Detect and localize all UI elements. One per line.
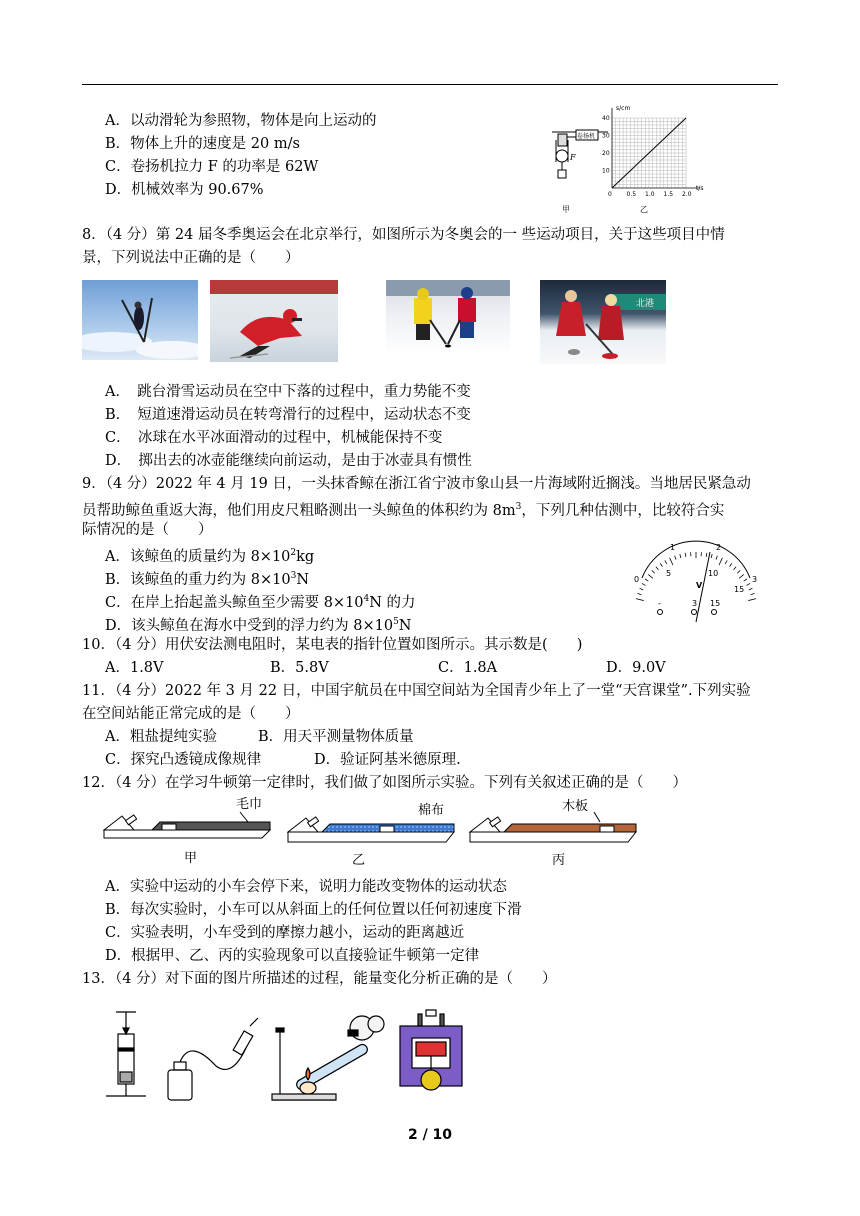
meter-tick [642,583,645,585]
meter-tick [638,593,642,594]
meter-tick [729,563,731,566]
meter-outer-10: 10 [708,569,719,578]
surface-cotton: 棉布 [418,803,445,818]
q9-option-b: B．该鲸鱼的重力约为 $8\times 10^3N$ [105,571,310,588]
chart-x-tick-label: 2.0 [682,191,692,198]
ramp-towel [104,812,270,838]
meter-unit: V [696,581,703,590]
q8-option-d: D． 掷出去的冰壶能继续向前运动，是由于冰壶具有惯性 [105,453,472,469]
meter-tick [746,583,749,585]
ramp-cotton [288,817,454,842]
meter-tick [749,588,753,590]
q12-option-a: A．实验中运动的小车会停下来，说明力能改变物体的运动状态 [105,879,507,895]
meter-tick [645,579,648,581]
engine-cylinder-icon [400,1010,462,1090]
q11-option-a: A．粗盐提纯实验 [105,729,217,745]
meter-inner-1: 1 [670,543,676,552]
curling-photo [540,280,666,364]
meter-inner-0: 0 [634,575,640,584]
q7-option-c: C．卷扬机拉力 F 的功率是 62W [105,159,319,175]
q7-option-d: D．机械效率为 90.67% [105,182,264,198]
q9-stem-line3: 际情况的是（ ） [82,522,213,538]
meter-tick [648,574,653,578]
chart-y-tick-label: 40 [602,115,610,122]
surface-towel: 毛巾 [236,797,263,812]
q9-option-d: D．该头鲸鱼在海水中受到的浮力约为 $8\times 10^5N$ [105,617,412,634]
voltmeter-dial [632,536,762,626]
meter-tick [711,554,712,558]
meter-tick [739,574,744,578]
left-caption: 甲 [562,205,570,214]
q9-option-c: C．在岸上抬起盖头鲸鱼至少需要 $8\times 10^4N$ 的力 [105,594,416,611]
ski-jump-photo [82,280,198,360]
meter-tick [719,558,722,565]
meter-inner-2: 2 [716,543,722,552]
q12-option-d: D．根据甲、乙、丙的实验现象可以直接验证牛顿第一定律 [105,948,480,964]
meter-outer-15: 15 [734,585,745,594]
meter-tick [725,560,727,563]
meter-tick [706,553,707,557]
q12-option-b: B．每次实验时，小车可以从斜面上的任何位置以任何初速度下滑 [105,902,522,918]
q7-option-b: B．物体上升的速度是 20 m/s [105,136,300,152]
q11-option-c: C．探究凸透镜成像规律 [105,752,262,768]
q10-option-b: B．5.8V [270,660,329,676]
q10-stem: 10．（4 分）用伏安法测电阻时，某电表的指针位置如图所示。其示数是( ) [82,637,583,653]
winch-label: 卷扬机 [577,133,596,140]
test-tube-heating-icon [272,1016,384,1100]
chart-xlabel: t/s [696,185,704,192]
q8-stem-line1: 8．（4 分）第 24 届冬季奥运会在北京举行，如图所示为冬奥会的一 些运动项目，关于这些项目中情 [82,227,725,243]
meter-tick [680,554,681,558]
chart-y-tick-label: 10 [602,167,610,175]
q12-ramp-figure [100,790,640,870]
q8-option-b: B． 短道速滑运动员在转弯滑行的过程中，运动状态不变 [105,407,471,423]
q8-option-a: A． 跳台滑雪运动员在空中下落的过程中，重力势能不变 [105,384,471,400]
q9-option-a: A．该鲸鱼的质量约为 $8\times 10^2kg$ [105,548,315,565]
ice-hockey-photo [386,280,510,354]
q11-stem-line1: 11．（4 分）2022 年 3 月 22 日，中国宇航员在中国空间站为全国青少年上了一堂“天宫课堂”.下列实验 [82,683,751,699]
svg-text:3: 3 [692,599,698,608]
meter-tick [748,599,756,601]
chart-ylabel: s/cm [616,105,631,112]
meter-tick [665,560,667,563]
ramp-board [470,812,636,842]
chart-x-tick-label: 0 [608,191,612,198]
q12-stem: 12．（4 分）在学习牛顿第一定律时，我们做了如图所示实验。下列有关叙述正确的是（ ） [82,775,688,791]
force-label: F [570,153,576,162]
q10-option-d: D．9.0V [606,660,666,676]
meter-tick [737,570,740,573]
caption-bing: 丙 [552,853,566,868]
meter-tick [744,579,747,581]
caption-jia: 甲 [184,851,198,866]
chart-x-tick-label: 1.0 [645,191,655,198]
chart-y-tick-label: 20 [602,150,610,157]
q10-option-a: A．1.8V [105,660,164,676]
header-rule [82,84,778,85]
meter-tick [640,588,644,590]
chart-x-tick-label: 0.5 [626,191,637,198]
q9-stem-line2: 员帮助鲸鱼重返大海，他们用皮尺粗略测出一头鲸鱼的体积约为 $8m^3$，下列几种估测中，比较符合实 [82,502,725,519]
meter-outer-5: 5 [666,569,672,578]
q13-stem: 13．（4 分）对下面的图片所描述的过程，能量变化分析正确的是（ ） [82,971,557,987]
piston-cylinder-icon [106,1012,146,1096]
meter-tick [636,599,644,601]
q13-energy-figure [100,1008,480,1108]
q12-option-c: C．实验表明，小车受到的摩擦力越小，运动的距离越近 [105,925,465,941]
meter-tick [734,567,737,570]
page-number: 2 / 10 [407,1127,453,1143]
q11-option-d: D．验证阿基米德原理. [314,752,461,768]
q11-stem-line2: 在空间站能正常完成的是（ ） [82,706,300,722]
right-caption: 乙 [640,205,648,214]
meter-tick [675,556,676,560]
q8-option-c: C． 冰球在水平冰面滑动的过程中，机械能保持不变 [105,430,443,446]
surface-board: 木板 [562,799,589,814]
meter-tick [656,567,659,570]
svg-text:15: 15 [710,599,721,608]
chart-y-tick-label: 30 [602,132,610,140]
bottle-pump-icon [168,1018,258,1100]
caption-yi: 乙 [352,853,366,868]
q8-stem-line2: 景，下列说法中正确的是（ ） [82,250,300,266]
curling-banner-text: 北港 [636,299,655,309]
q7-figure [548,100,720,218]
meter-tick [685,553,686,557]
svg-text:-: - [658,599,661,608]
s-t-chart [602,105,704,198]
q11-option-b: B．用天平测量物体质量 [258,729,414,745]
chart-x-tick-label: 1.5 [663,191,674,198]
meter-tick [652,570,655,573]
meter-tick [660,563,662,566]
meter-tick [670,558,673,565]
meter-tick [751,593,755,594]
speed-skating-photo [210,280,338,362]
q9-stem-line1: 9．（4 分）2022 年 4 月 19 日，一头抹香鲸在浙江省宁波市象山县一片海域附近搁浅。当地居民紧急动 [82,476,751,492]
q10-option-c: C．1.8A [438,660,498,676]
meter-terminals [658,599,721,615]
q7-option-a: A．以动滑轮为参照物，物体是向上运动的 [105,113,377,129]
meter-tick [716,556,717,560]
meter-inner-3: 3 [752,575,758,584]
